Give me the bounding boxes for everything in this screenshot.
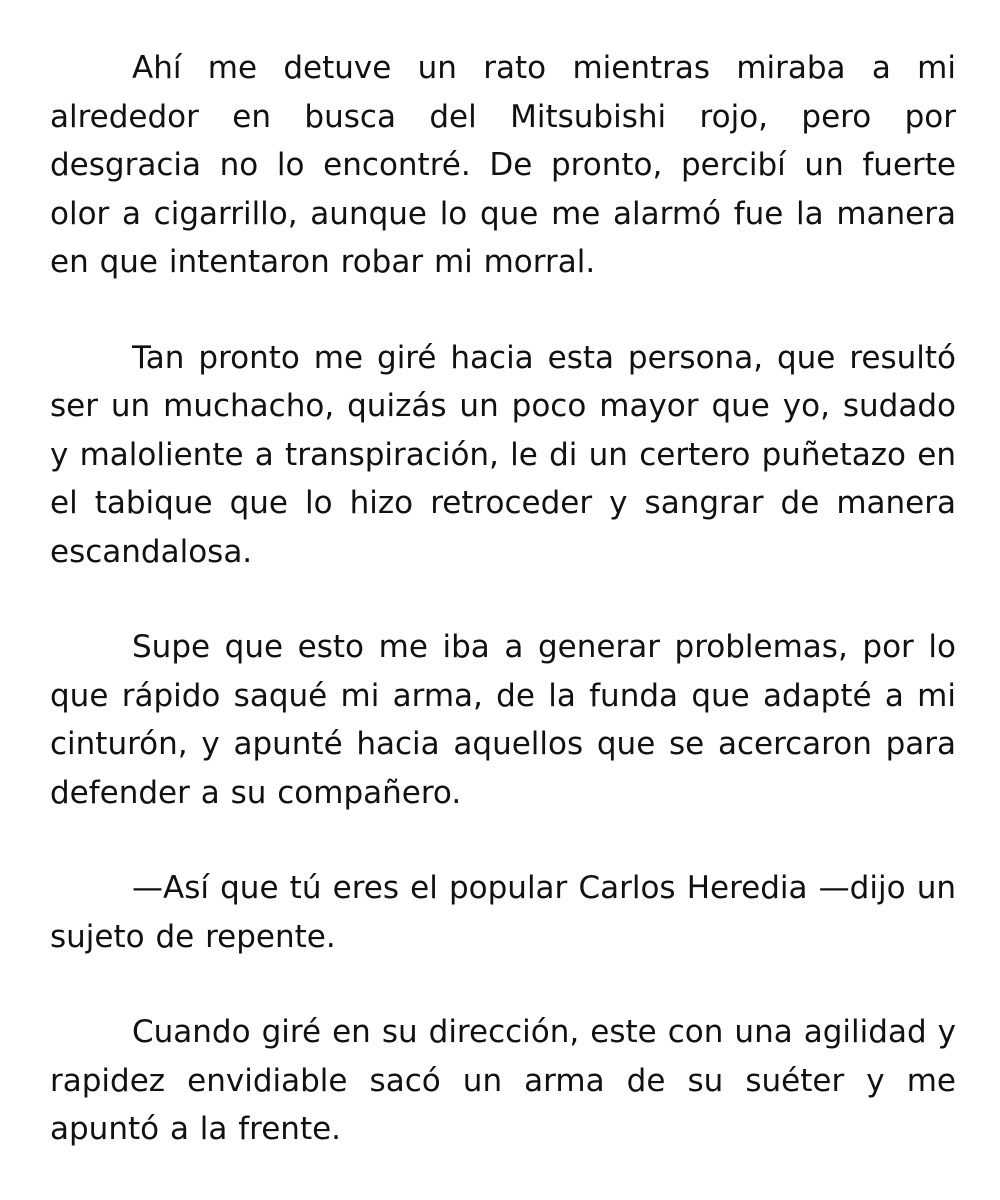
paragraph-5: Cuando giré en su dirección, este con una agilidad y rapidez envidiable sacó un arma de su suéter y me apuntó a la frente. bbox=[50, 1014, 956, 1147]
paragraph-4: —Así que tú eres el popular Carlos Heredia —dijo un sujeto de repente. bbox=[50, 870, 956, 955]
paragraph-1: Ahí me detuve un rato mientras miraba a mi alrededor en busca del Mitsubishi rojo, pero por desgracia no lo encontré. De pronto, percibí un fuerte olor a cigarrillo, aunque lo que me alarmó fue la manera en que intentaron robar mi morral. bbox=[50, 50, 956, 280]
paragraph-3: Supe que esto me iba a generar problemas, por lo que rápido saqué mi arma, de la funda que adapté a mi cinturón, y apunté hacia aquellos que se acercaron para defender a su compañero. bbox=[50, 629, 956, 811]
paragraph-2: Tan pronto me giré hacia esta persona, que resultó ser un muchacho, quizás un poco mayor que yo, sudado y maloliente a transpiración, le di un certero puñetazo en el tabique que lo hizo retroceder y sangrar de manera escandalosa. bbox=[50, 339, 956, 570]
